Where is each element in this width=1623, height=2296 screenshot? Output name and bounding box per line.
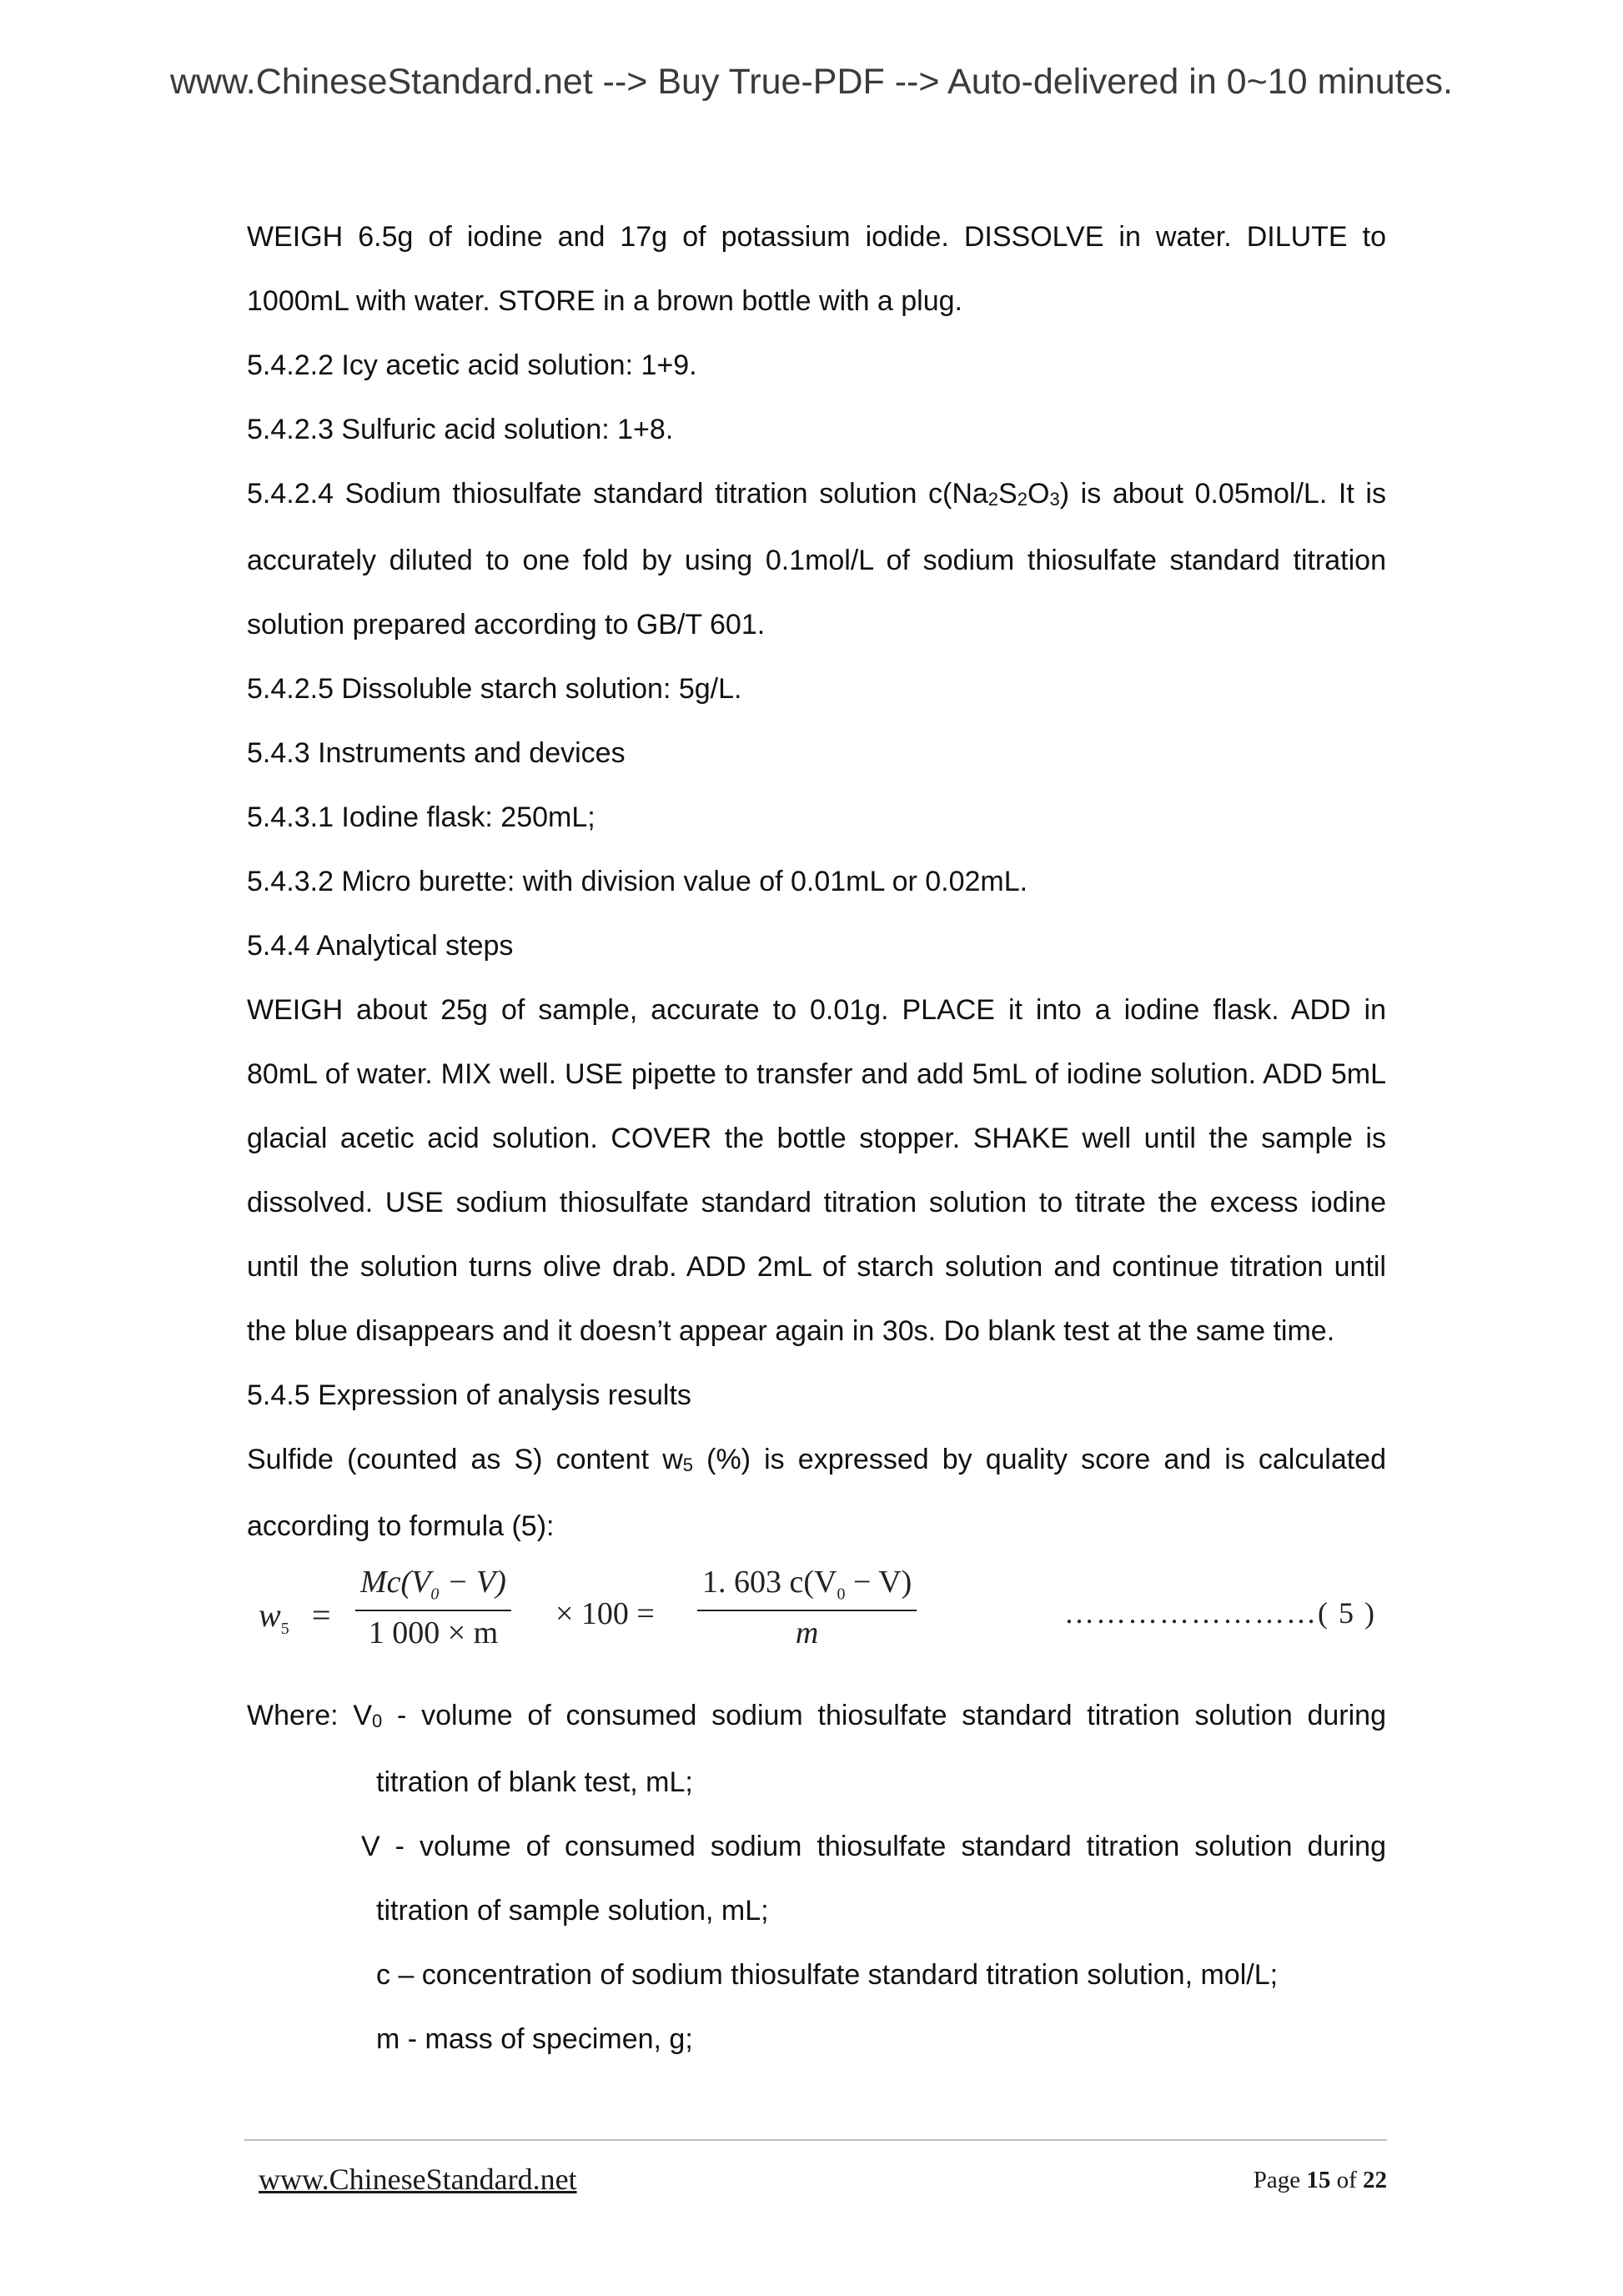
- heading-5-4-3: 5.4.3 Instruments and devices: [247, 737, 626, 769]
- where-v0-text-b: - volume of consumed sodium thiosulfate standard titration solution during: [382, 1700, 1386, 1731]
- subscript: 5: [682, 1454, 694, 1475]
- subscript: 0: [372, 1711, 383, 1731]
- formula-lhs-symbol: w: [259, 1596, 281, 1634]
- where-v0-line1: [247, 1684, 1386, 1751]
- formula-num2-sub: 0: [837, 1585, 846, 1604]
- formula-fraction-2: [697, 1564, 917, 1651]
- formula-fraction-1: [355, 1564, 511, 1651]
- where-v0-text-a: Where: V: [247, 1700, 373, 1731]
- where-v-line1: V - volume of consumed sodium thiosulfate standard titration solution during: [361, 1831, 1386, 1862]
- clause-5-4-3-2: 5.4.3.2 Micro burette: with division value of 0.01mL or 0.02mL.: [247, 866, 1028, 897]
- where-m: m - mass of specimen, g;: [376, 2023, 693, 2055]
- clause-5-4-2-4-line2: accurately diluted to one fold by using 0.1mol/L of sodium thiosulfate standard titration: [247, 545, 1386, 576]
- of-word: of: [1336, 2167, 1357, 2193]
- steps-line5: until the solution turns olive drab. ADD 2mL of starch solution and continue titration until: [247, 1251, 1386, 1283]
- formula-lhs: [259, 1595, 289, 1639]
- results-line2: according to formula (5):: [247, 1510, 555, 1542]
- clause-5-4-2-4-text-a: 5.4.2.4 Sodium thiosulfate standard titration solution c(Na: [247, 478, 988, 510]
- formula-denominator-1: 1 000 × m: [368, 1615, 499, 1650]
- subscript: 2: [987, 489, 999, 510]
- subscript: 2: [1017, 489, 1028, 510]
- formula-num1-sub: 0: [430, 1585, 440, 1604]
- steps-line6: the blue disappears and it doesn’t appear again in 30s. Do blank test at the same time.: [247, 1315, 1335, 1347]
- formula-lhs-subscript: 5: [280, 1620, 289, 1638]
- results-text-a: Sulfide (counted as S) content w: [247, 1444, 683, 1475]
- formula-times-100: × 100 =: [555, 1596, 655, 1631]
- clause-5-4-2-4-text-c: O: [1027, 478, 1050, 510]
- formula-num1-b: − V): [439, 1565, 506, 1600]
- heading-5-4-4: 5.4.4 Analytical steps: [247, 930, 514, 962]
- formula-numerator-2: [697, 1564, 917, 1611]
- header-banner[interactable]: www.ChineseStandard.net --> Buy True-PDF --> Auto-delivered in 0~10 minutes.: [169, 62, 1453, 102]
- clause-5-4-2-3: 5.4.2.3 Sulfuric acid solution: 1+8.: [247, 414, 674, 445]
- formula-numerator-1: [355, 1564, 511, 1611]
- clause-5-4-2-4-line3: solution prepared according to GB/T 601.: [247, 609, 766, 641]
- page-total: 22: [1363, 2167, 1387, 2193]
- formula-num1-a: Mc(V: [360, 1565, 431, 1600]
- paragraph-iodine-prep-line2: 1000mL with water. STORE in a brown bottle with a plug.: [247, 285, 963, 317]
- paragraph-iodine-prep-line1: WEIGH 6.5g of iodine and 17g of potassium iodide. DISSOLVE in water. DILUTE to: [247, 221, 1386, 253]
- steps-line4: dissolved. USE sodium thiosulfate standard titration solution to titrate the excess iodine: [247, 1187, 1386, 1218]
- clause-5-4-3-1: 5.4.3.1 Iodine flask: 250mL;: [247, 801, 595, 833]
- formula-denominator-2: m: [795, 1615, 819, 1650]
- footer-divider: [244, 2139, 1387, 2141]
- where-c: c – concentration of sodium thiosulfate standard titration solution, mol/L;: [376, 1959, 1279, 1991]
- clause-5-4-2-4-line1: [247, 462, 1386, 529]
- formula-num2-a: 1. 603 c(V: [702, 1565, 837, 1600]
- steps-line2: 80mL of water. MIX well. USE pipette to transfer and add 5mL of iodine solution. ADD 5mL: [247, 1058, 1386, 1090]
- page-word: Page: [1253, 2167, 1301, 2193]
- formula-equals: =: [312, 1596, 331, 1634]
- document-body: [247, 205, 1386, 2072]
- where-v0-line2: titration of blank test, mL;: [376, 1766, 693, 1798]
- clause-5-4-2-2: 5.4.2.2 Icy acetic acid solution: 1+9.: [247, 349, 697, 381]
- formula-5: [247, 1559, 1386, 1684]
- subscript: 3: [1049, 489, 1060, 510]
- where-v-line2: titration of sample solution, mL;: [376, 1895, 769, 1927]
- clause-5-4-2-4-text-b: S: [998, 478, 1018, 510]
- results-line1: [247, 1428, 1386, 1495]
- clause-5-4-2-4-text-d: ) is about 0.05mol/L. It is: [1059, 478, 1386, 510]
- footer-link[interactable]: www.ChineseStandard.net: [259, 2163, 577, 2196]
- results-text-b: (%) is expressed by quality score and is calculated: [693, 1444, 1386, 1475]
- steps-line3: glacial acetic acid solution. COVER the bottle stopper. SHAKE well until the sample is: [247, 1123, 1386, 1154]
- page-indicator: [1254, 2167, 1387, 2194]
- clause-5-4-2-5: 5.4.2.5 Dissoluble starch solution: 5g/L.: [247, 673, 742, 705]
- formula-number: ……………………( 5 ): [1064, 1596, 1376, 1630]
- formula-num2-b: − V): [845, 1565, 912, 1600]
- page-number: 15: [1306, 2167, 1331, 2193]
- steps-line1: WEIGH about 25g of sample, accurate to 0.01g. PLACE it into a iodine flask. ADD in: [247, 994, 1386, 1026]
- heading-5-4-5: 5.4.5 Expression of analysis results: [247, 1379, 691, 1411]
